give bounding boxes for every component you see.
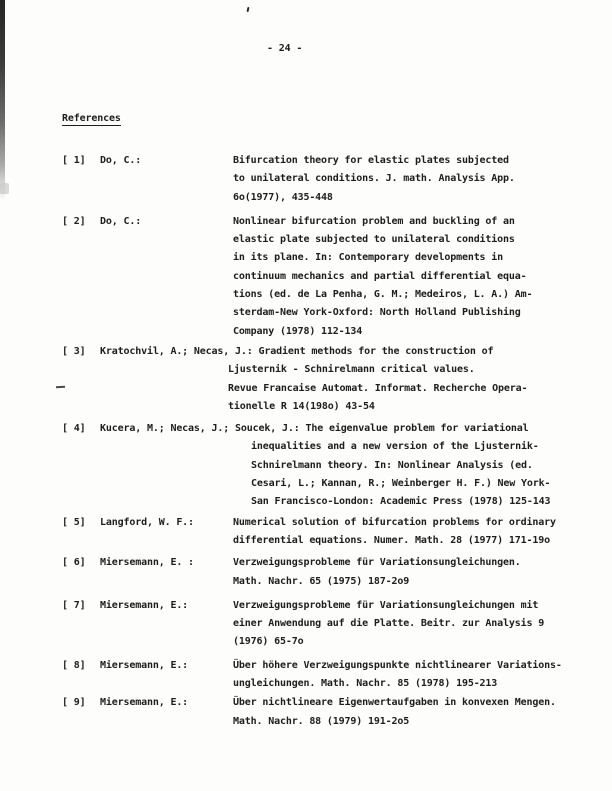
reference-label: [ 3] [62,345,86,357]
reference-text [233,514,592,551]
reference-author: Miersemann, E. : [100,557,194,569]
reference-label: [ 9] [62,697,86,709]
reference-line: differential equations. Numer. Math. 28 (1977) 171-19o [233,534,551,546]
reference-line: Verzweigungsprobleme für Variationsungleichungen. [233,557,521,569]
reference-body [100,343,592,416]
references-heading: References [62,113,121,124]
scan-artifact-left-band [0,0,5,200]
reference-line: tionelle R 14(198o) 43-54 [228,400,375,412]
reference-author: Miersemann, E.: [100,697,189,709]
reference-entry [62,597,592,652]
reference-entry [62,657,592,694]
reference-line: elastic plate subjected to unilateral conditions [233,234,515,246]
reference-line: tions (ed. de La Penha, G. M.; Medeiros, L. A.) Am- [233,289,533,301]
scan-speck-mark [247,7,250,12]
reference-author: Langford, W. F.: [100,516,194,528]
reference-entry [62,420,592,511]
reference-entry [62,694,592,731]
reference-line: to unilateral conditions. J. math. Analysis App. [233,173,515,185]
reference-entry [62,213,592,341]
reference-author: Miersemann, E.: [100,599,189,611]
reference-text [233,657,592,694]
reference-line: Numerical solution of bifurcation problems for ordinary [233,516,556,528]
reference-entry [62,514,592,551]
reference-line: Revue Francaise Automat. Informat. Recherche Opera- [228,382,528,394]
page-number: - 24 - [267,43,303,54]
reference-line: Verzweigungsprobleme für Variationsungleichungen mit [233,599,539,611]
reference-line: Über höhere Verzweigungspunkte nichtlinearer Variations- [233,659,562,671]
reference-text [233,597,592,652]
reference-line: 6o(1977), 435-448 [233,191,333,203]
reference-author-and-line: Kucera, M.; Necas, J.; Soucek, J.: The eigenvalue problem for variational [100,423,529,435]
reference-line: continuum mechanics and partial differential equa- [233,270,527,282]
reference-line: einer Anwendung auf die Platte. Beitr. zur Analysis 9 [233,618,545,630]
reference-line: Nonlinear bifurcation problem and buckling of an [233,215,515,227]
reference-entry [62,152,592,207]
reference-line: (1976) 65-7o [233,636,304,648]
reference-label: [ 6] [62,557,86,569]
reference-label: [ 5] [62,516,86,528]
reference-text [233,694,592,731]
reference-line: Schnirelmann theory. In: Nonlinear Analysis (ed. [251,459,533,471]
reference-text [233,152,592,207]
reference-line: Company (1978) 112-134 [233,325,363,337]
reference-label: [ 4] [62,423,86,435]
reference-author: Do, C.: [100,215,142,227]
reference-body [100,420,592,511]
reference-text [233,213,592,341]
reference-line: Math. Nachr. 65 (1975) 187-2o9 [233,575,410,587]
reference-line: Über nichtlineare Eigenwertaufgaben in konvexen Mengen. [233,697,556,709]
reference-label: [ 2] [62,215,86,227]
reference-line: sterdam-New York-Oxford: North Holland Publishing [233,307,521,319]
reference-author: Miersemann, E.: [100,659,189,671]
reference-entry [62,343,592,416]
reference-text [233,554,592,591]
reference-list [62,152,592,731]
reference-author: Do, C.: [100,155,142,166]
reference-line: ungleichungen. Math. Nachr. 85 (1978) 195-213 [233,678,498,690]
scan-artifact-smudge [0,183,9,194]
reference-line: San Francisco-London: Academic Press (1978) 125-143 [251,496,551,508]
reference-entry [62,554,592,591]
reference-author-and-line: Kratochvil, A.; Necas, J.: Gradient methods for the construction of [100,345,494,357]
reference-label: [ 8] [62,659,86,671]
reference-line: Math. Nachr. 88 (1979) 191-2o5 [233,715,410,727]
reference-line: Cesari, L.; Kannan, R.; Weinberger H. F.) New York- [251,478,551,490]
reference-line: in its plane. In: Contemporary developments in [233,252,504,264]
reference-line: Ljusternik - Schnirelmann critical values. [228,364,475,376]
reference-line: Bifurcation theory for elastic plates subjected [233,155,509,166]
reference-label: [ 1] [62,155,86,166]
reference-line: inequalities and a new version of the Ljusternik- [251,441,539,453]
reference-label: [ 7] [62,599,86,611]
